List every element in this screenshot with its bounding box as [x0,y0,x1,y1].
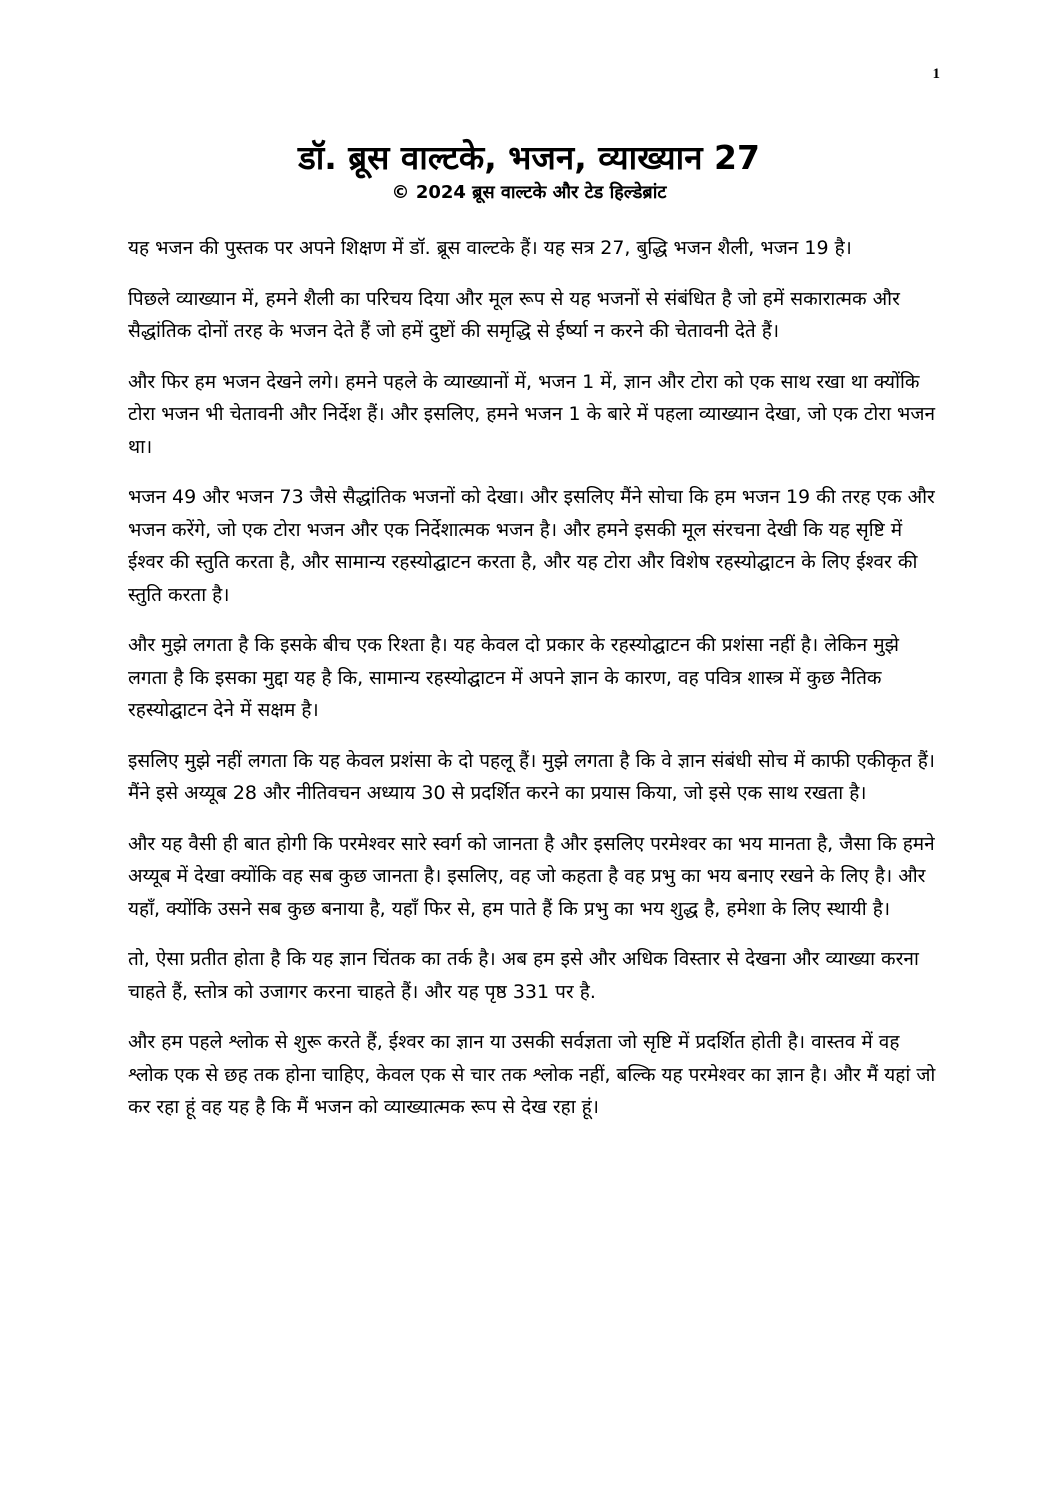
paragraph-1: यह भजन की पुस्तक पर अपने शिक्षण में डॉ. ब्रूस वाल्टके हैं। यह सत्र 27, बुद्धि भजन शैली, भजन 19 है। [128,237,852,259]
document-body [128,232,940,1142]
paragraph-7: और यह वैसी ही बात होगी कि परमेश्वर सारे स्वर्ग को जानता है और इसलिए परमेश्वर का भय मानता है, जैसा कि हमने अय्यूब में देखा क्योंकि वह सब कुछ जानता है। इसलिए, वह जो कहता है वह प्रभु का भय बनाए रखने के लिए है। और यहाँ, क्योंकि उसने सब कुछ बनाया है, यहाँ फिर से, हम पाते हैं कि प्रभु का भय शुद्ध है, हमेशा के लिए स्थायी है। [128,832,935,920]
paragraph-6: इसलिए मुझे नहीं लगता कि यह केवल प्रशंसा के दो पहलू हैं। मुझे लगता है कि वे ज्ञान संबंधी सोच में काफी एकीकृत हैं। मैंने इसे अय्यूब 28 और नीतिवचन अध्याय 30 से प्रदर्शित करने का प्रयास किया, जो इसे एक साथ रखता है। [128,749,935,804]
document-header [0,136,1058,206]
paragraph-3: और फिर हम भजन देखने लगे। हमने पहले के व्याख्यानों में, भजन 1 में, ज्ञान और टोरा को एक साथ रखा था क्योंकि टोरा भजन भी चेतावनी और निर्देश हैं। और इसलिए, हमने भजन 1 के बारे में पहला व्याख्यान देखा, जो एक टोरा भजन था। [128,370,936,458]
paragraph-5: और मुझे लगता है कि इसके बीच एक रिश्ता है। यह केवल दो प्रकार के रहस्योद्घाटन की प्रशंसा नहीं है। लेकिन मुझे लगता है कि इसका मुद्दा यह है कि, सामान्य रहस्योद्घाटन में अपने ज्ञान के कारण, वह पवित्र शास्त्र में कुछ नैतिक रहस्योद्घाटन देने में सक्षम है। [128,634,899,721]
paragraph-9: और हम पहले श्लोक से शुरू करते हैं, ईश्वर का ज्ञान या उसकी सर्वज्ञता जो सृष्टि में प्रदर्शित होती है। वास्तव में वह श्लोक एक से छह तक होना चाहिए, केवल एक से चार तक श्लोक नहीं, बल्कि यह परमेश्वर का ज्ञान है। और मैं यहां जो कर रहा हूं वह यह है कि मैं भजन को व्याख्यात्मक रूप से देख रहा हूं। [128,1031,936,1118]
paragraph-2: पिछले व्याख्यान में, हमने शैली का परिचय दिया और मूल रूप से यह भजनों से संबंधित है जो हमें सकारात्मक और सैद्धांतिक दोनों तरह के भजन देते हैं जो हमें दुष्टों की समृद्धि से ईर्ष्या न करने की चेतावनी देते हैं। [128,287,900,342]
paragraph-4: भजन 49 और भजन 73 जैसे सैद्धांतिक भजनों को देखा। और इसलिए मैंने सोचा कि हम भजन 19 की तरह एक और भजन करेंगे, जो एक टोरा भजन और एक निर्देशात्मक भजन है। और हमने इसकी मूल संरचना देखी कि यह सृष्टि में ईश्वर की स्तुति करता है, और सामान्य रहस्योद्घाटन करता है, और यह टोरा और विशेष रहस्योद्घाटन के लिए ईश्वर की स्तुति करता है। [128,486,935,606]
document-title: डॉ. ब्रूस वाल्टके, भजन, व्याख्यान 27 [298,138,760,177]
paragraph-8: तो, ऐसा प्रतीत होता है कि यह ज्ञान चिंतक का तर्क है। अब हम इसे और अधिक विस्तार से देखना और व्याख्या करना चाहते हैं, स्तोत्र को उजागर करना चाहते हैं। और यह पृष्ठ 331 पर है. [128,948,919,1003]
page-number: 1 [932,66,940,82]
copyright-line: © 2024 ब्रूस वाल्टके और टेड हिल्डेब्रांट [391,182,667,203]
